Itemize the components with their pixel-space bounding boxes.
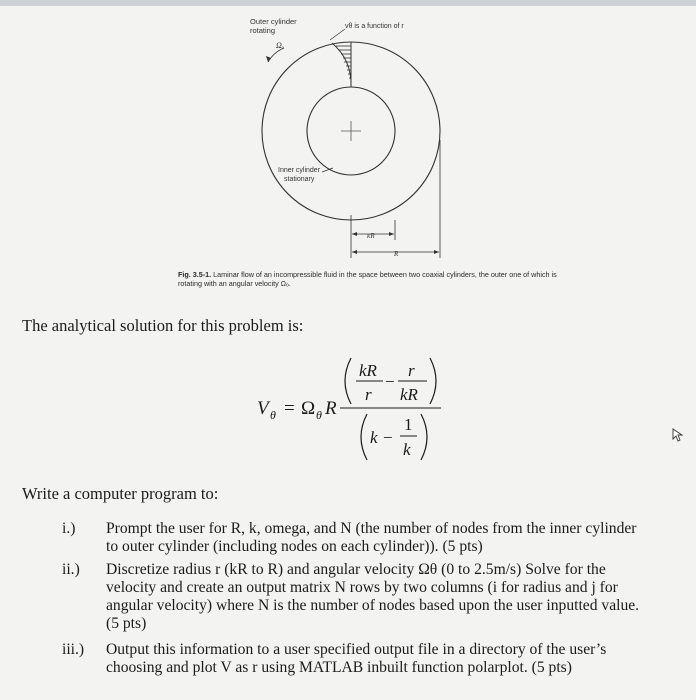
task-line: (5 pts) [106,615,147,632]
eq-den-minus: − [383,428,393,447]
eq-den-k2: k [403,440,411,459]
eq-lhs-sub: θ [270,408,276,422]
R-label: R [394,250,399,258]
eq-equals: = [284,398,295,419]
kR-label: κR [367,232,375,240]
eq-num-b-top: r [408,361,415,380]
velocity-label: vθ is a function of r [345,23,404,30]
prompt-text: Write a computer program to: [22,484,219,503]
eq-num-lparen [345,358,351,404]
velocity-equation [255,350,455,470]
eq-den-k: k [370,428,378,447]
mouse-cursor-icon [672,428,684,442]
rotation-arrow [268,48,284,62]
coaxial-cylinders-figure [0,0,696,300]
task-line: angular velocity) where N is the number of nodes based upon the user inputted value. [106,597,640,614]
inner-label-line1: Inner cylinder [278,167,321,174]
velocity-hatch [336,46,351,78]
task-line: Prompt the user for R, k, omega, and N (the number of nodes from the inner cylinder [106,520,637,537]
eq-den-lparen [361,414,367,460]
task-line: choosing and plot V as r using MATLAB inbuilt function polarplot. (5 pts) [106,659,572,676]
figure-number: Fig. 3.5-1. [178,270,212,279]
figure-caption [178,270,558,288]
eq-num-a-top: kR [359,361,377,380]
task-line: velocity and create an output matrix N rows by two columns (i for radius and j for [106,579,618,596]
figure-caption-text: Laminar flow of an incompressible fluid in the space between two coaxial cylinders, the outer one of which is rotating with an angular velocity Ωₒ. [178,270,557,288]
task-number: iii.) [62,641,85,658]
rotation-arrowhead [266,56,271,62]
outer-label-line1: Outer cylinder [250,17,297,26]
task-line: Output this information to a user specified output file in a directory of the user’s [106,641,607,658]
eq-omega: Ω [301,398,316,419]
eq-R: R [325,398,337,419]
eq-omega-sub: θ [316,408,322,422]
eq-den-one: 1 [404,415,413,434]
velocity-leader [330,29,345,40]
eq-num-b-bottom: kR [400,385,418,404]
inner-label-line2: stationary [284,176,315,183]
task-line: Discretize radius r (kR to R) and angular velocity Ωθ (0 to 2.5m/s) Solve for the [106,561,606,578]
task-line: to outer cylinder (including nodes on each cylinder)). (5 pts) [106,538,483,555]
eq-num-a-bottom: r [365,385,372,404]
outer-label-line2: rotating [250,26,276,35]
omega-label: Ωₒ [276,41,285,50]
task-number: ii.) [62,561,80,578]
eq-lhs: V [257,398,269,419]
intro-text: The analytical solution for this problem is: [22,316,304,335]
task-number: i.) [62,520,76,537]
eq-num-rparen [430,358,436,404]
eq-den-rparen [421,414,427,460]
eq-minus: − [385,372,395,391]
